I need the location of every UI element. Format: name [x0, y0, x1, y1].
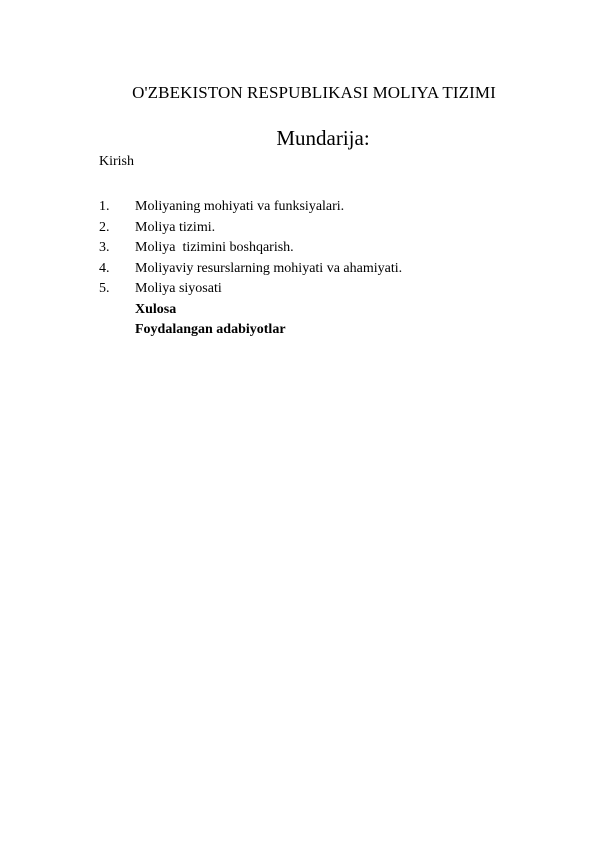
toc-item [99, 238, 402, 259]
toc-item [99, 259, 402, 280]
toc-item-number: 3. [99, 240, 110, 255]
toc-item-text: Moliyaviy resurslarning mohiyati va ahamiyati. [135, 260, 403, 276]
toc-item-number: 1. [99, 199, 110, 214]
toc-heading: Mundarija: [276, 126, 370, 150]
toc-item-number: 5. [99, 281, 110, 296]
toc-intro: Kirish [99, 154, 134, 169]
document-title: O'ZBEKISTON RESPUBLIKASI MOLIYA TIZIMI [132, 83, 496, 102]
toc-item-number: 2. [99, 219, 110, 235]
toc-item-text: Moliya siyosati [135, 281, 222, 296]
toc-item [99, 197, 402, 218]
toc-list [99, 197, 402, 341]
toc-item-text: Moliya tizimi. [135, 219, 216, 235]
toc-item-text: Moliya tizimini boshqarish. [135, 240, 294, 255]
toc-conclusion: Xulosa [135, 301, 177, 317]
toc-item-text: Moliyaning mohiyati va funksiyalari. [135, 199, 345, 214]
toc-references: Foydalangan adabiyotlar [135, 322, 286, 337]
toc-item [99, 279, 402, 300]
toc-item [99, 218, 402, 239]
toc-item-number: 4. [99, 260, 110, 276]
